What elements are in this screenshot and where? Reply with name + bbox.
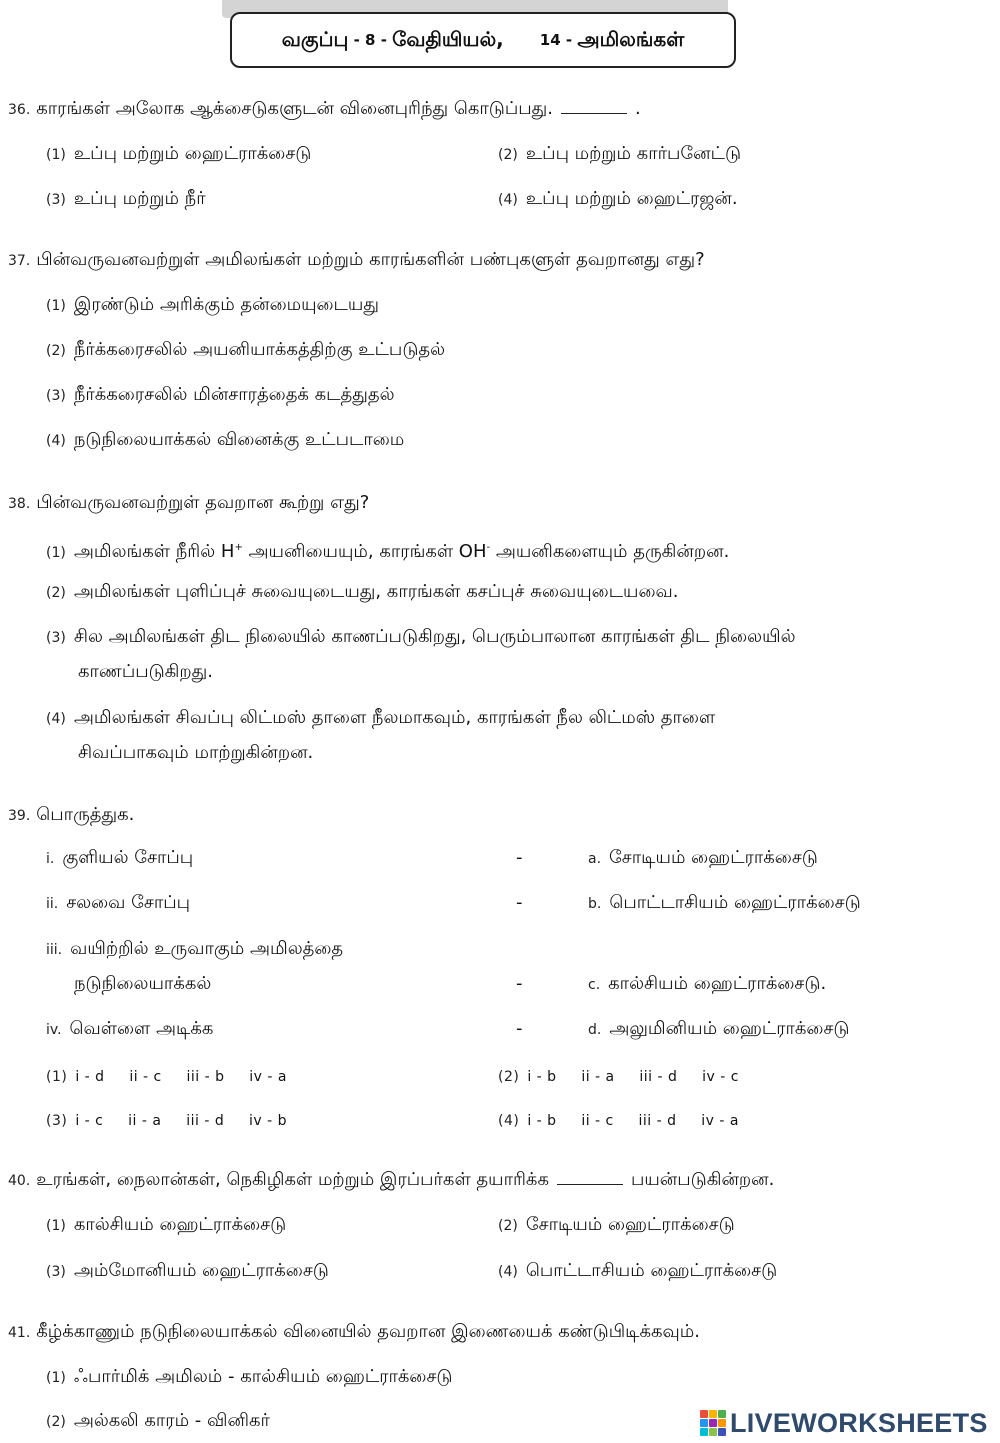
dash: - xyxy=(516,1018,523,1039)
option[interactable] xyxy=(46,294,379,317)
option-number: (1) xyxy=(46,545,66,561)
option[interactable] xyxy=(46,1260,329,1283)
option-continued xyxy=(78,742,313,764)
option-text: கால்சியம் ஹைட்ராக்சைடு xyxy=(73,1214,287,1235)
match-dash xyxy=(516,973,523,995)
liveworksheets-logo-icon xyxy=(700,1410,726,1436)
option-text: i - d ii - c iii - b iv - a xyxy=(75,1069,287,1085)
option-number: (4) xyxy=(498,1264,518,1280)
item-text: கால்சியம் ஹைட்ராக்சைடு. xyxy=(608,973,827,994)
option-text: சில அமிலங்கள் திட நிலையில் காணப்படுகிறது, பெரும்பாலான காரங்கள் திட நிலையில் xyxy=(73,626,796,647)
item-text: பொட்டாசியம் ஹைட்ராக்சைடு xyxy=(609,892,861,913)
answer-blank[interactable] xyxy=(561,99,627,114)
match-right-item xyxy=(588,892,861,915)
match-left-item xyxy=(46,1018,213,1041)
watermark-text: LIVEWORKSHEETS xyxy=(730,1407,988,1438)
option[interactable] xyxy=(498,1066,739,1088)
option-text: உப்பு மற்றும் கார்பனேட்டு xyxy=(525,143,742,164)
dash: - xyxy=(516,847,523,868)
question-text: உரங்கள், நைலான்கள், நெகிழிகள் மற்றும் இரப்பர்கள் தயாரிக்க xyxy=(36,1169,549,1190)
option[interactable] xyxy=(498,1110,739,1132)
option-number: (4) xyxy=(46,711,66,727)
option-text: உப்பு மற்றும் ஹைட்ரஜன். xyxy=(525,188,738,209)
period: . xyxy=(634,98,641,119)
question-number: 39. xyxy=(8,808,31,824)
option[interactable] xyxy=(498,143,741,166)
dash: - xyxy=(516,973,523,994)
logo-square xyxy=(718,1410,726,1418)
option[interactable] xyxy=(46,626,796,649)
dash: - xyxy=(565,31,573,49)
grade-number: 8 xyxy=(365,31,376,49)
option-text: அமிலங்கள் சிவப்பு லிட்மஸ் தாளை நீலமாகவும், காரங்கள் நீல லிட்மஸ் தாளை xyxy=(73,707,716,728)
option-text: நீர்க்கரைசலில் அயனியாக்கத்திற்கு உட்படுதல் xyxy=(73,339,446,360)
question-text: பயன்படுகின்றன. xyxy=(630,1169,775,1190)
option-text: நீர்க்கரைசலில் மின்சாரத்தைக் கடத்துதல் xyxy=(73,384,395,405)
item-text: வயிற்றில் உருவாகும் அமிலத்தை xyxy=(70,938,344,959)
logo-square xyxy=(700,1419,708,1427)
option-text: i - b ii - a iii - d iv - c xyxy=(527,1069,739,1085)
item-number: b. xyxy=(588,896,602,912)
option-number: (3) xyxy=(46,388,66,404)
option-text: அமிலங்கள் நீரில் H xyxy=(73,541,235,562)
option-number: (2) xyxy=(46,585,66,601)
match-left-item xyxy=(46,847,193,870)
item-number: iv. xyxy=(46,1022,62,1038)
option-text: பொட்டாசியம் ஹைட்ராக்சைடு xyxy=(525,1260,778,1281)
option[interactable] xyxy=(46,581,678,604)
dash: - xyxy=(516,892,523,913)
option[interactable] xyxy=(498,1214,735,1237)
dash: - xyxy=(353,31,360,49)
unit-number: 14 xyxy=(539,31,561,49)
question-36 xyxy=(8,98,641,121)
option[interactable] xyxy=(46,707,715,730)
option-number: (4) xyxy=(498,192,518,208)
question-41 xyxy=(8,1321,700,1344)
match-right-item xyxy=(588,973,826,996)
logo-square xyxy=(700,1410,708,1418)
logo-square xyxy=(718,1428,726,1436)
option-text: அமிலங்கள் புளிப்புச் சுவையுடையது, காரங்கள் கசப்புச் சுவையுடையவை. xyxy=(73,581,679,602)
logo-square xyxy=(709,1410,717,1418)
option-number: (3) xyxy=(46,1113,68,1129)
item-number: d. xyxy=(588,1022,602,1038)
item-number: i. xyxy=(46,851,55,867)
item-text: அலுமினியம் ஹைட்ராக்சைடு xyxy=(609,1018,850,1039)
option[interactable] xyxy=(498,1260,777,1283)
option[interactable] xyxy=(46,384,395,407)
item-number: iii. xyxy=(46,942,63,958)
option-number: (3) xyxy=(46,1264,66,1280)
match-dash xyxy=(516,892,523,914)
item-number: a. xyxy=(588,851,602,867)
superscript: - xyxy=(486,542,491,553)
option-number: (1) xyxy=(46,1370,66,1386)
match-left-item-continued xyxy=(74,973,211,995)
item-text: நடுநிலையாக்கல் xyxy=(74,973,212,994)
logo-square xyxy=(718,1419,726,1427)
option-text: அயனியையும், காரங்கள் OH xyxy=(242,541,487,562)
question-39 xyxy=(8,804,134,827)
item-number: ii. xyxy=(46,896,59,912)
option-text: ஃபார்மிக் அமிலம் - கால்சியம் ஹைட்ராக்சைடு xyxy=(73,1366,453,1387)
option-number: (2) xyxy=(498,147,518,163)
option-number: (1) xyxy=(46,298,66,314)
option[interactable] xyxy=(46,1366,453,1389)
item-number: c. xyxy=(588,977,601,993)
question-text: பொருத்துக. xyxy=(36,804,135,825)
option-number: (4) xyxy=(498,1113,520,1129)
grade-label: வகுப்பு xyxy=(281,26,349,51)
question-number: 40. xyxy=(8,1173,31,1189)
option-text: அயனிகளையும் தருகின்றன. xyxy=(490,541,730,562)
option-text: அம்மோனியம் ஹைட்ராக்சைடு xyxy=(73,1260,329,1281)
option[interactable] xyxy=(46,188,206,211)
match-dash xyxy=(516,847,523,869)
option-text: நடுநிலையாக்கல் வினைக்கு உட்படாமை xyxy=(73,429,405,450)
option-number: (1) xyxy=(46,1218,66,1234)
superscript: + xyxy=(234,542,243,553)
option[interactable] xyxy=(46,1110,287,1132)
item-text: சோடியம் ஹைட்ராக்சைடு xyxy=(609,847,818,868)
dash: - xyxy=(380,31,387,49)
option-number: (1) xyxy=(46,1069,68,1085)
match-right-item xyxy=(588,1018,850,1041)
question-text: பின்வருவனவற்றுள் அமிலங்கள் மற்றும் காரங்களின் பண்புகளுள் தவறானது எது? xyxy=(36,249,705,270)
question-text: பின்வருவனவற்றுள் தவறான கூற்று எது? xyxy=(36,492,370,513)
question-number: 41. xyxy=(8,1325,31,1341)
match-left-item xyxy=(46,892,190,915)
question-number: 37. xyxy=(8,253,31,269)
item-text: சலவை சோப்பு xyxy=(66,892,191,913)
option-text: சிவப்பாகவும் மாற்றுகின்றன. xyxy=(78,742,314,763)
question-text: காரங்கள் அலோக ஆக்சைடுகளுடன் வினைபுரிந்து கொடுப்பது. xyxy=(36,98,553,119)
page-title xyxy=(230,12,736,68)
option-number: (2) xyxy=(498,1069,520,1085)
option-text: இரண்டும் அரிக்கும் தன்மையுடையது xyxy=(73,294,379,315)
option-text: i - b ii - c iii - d iv - a xyxy=(527,1113,739,1129)
question-38 xyxy=(8,492,369,515)
option-number: (4) xyxy=(46,433,66,449)
item-text: வெள்ளை அடிக்க xyxy=(69,1018,214,1039)
option-continued xyxy=(78,661,213,683)
match-right-item xyxy=(588,847,818,870)
unit-label: அமிலங்கள் xyxy=(577,26,685,51)
option[interactable] xyxy=(46,1066,287,1088)
question-text: கீழ்க்காணும் நடுநிலையாக்கல் வினையில் தவறான இணையைக் கண்டுபிடிக்கவும். xyxy=(36,1321,700,1342)
option-text: சோடியம் ஹைட்ராக்சைடு xyxy=(525,1214,735,1235)
option-text: உப்பு மற்றும் நீர் xyxy=(73,188,206,209)
option[interactable] xyxy=(498,188,738,211)
question-40 xyxy=(8,1169,774,1192)
question-number: 36. xyxy=(8,102,31,118)
question-number: 38. xyxy=(8,496,31,512)
option-text: காணப்படுகிறது. xyxy=(78,661,214,682)
match-dash xyxy=(516,1018,523,1040)
item-text: குளியல் சோப்பு xyxy=(62,847,194,868)
option-number: (3) xyxy=(46,192,66,208)
option-text: உப்பு மற்றும் ஹைட்ராக்சைடு xyxy=(73,143,312,164)
option-text: i - c ii - a iii - d iv - b xyxy=(75,1113,287,1129)
option[interactable] xyxy=(46,339,445,362)
question-37 xyxy=(8,249,705,272)
option-number: (1) xyxy=(46,147,66,163)
liveworksheets-watermark xyxy=(700,1408,988,1438)
option[interactable] xyxy=(46,429,404,452)
option-number: (2) xyxy=(498,1218,518,1234)
match-left-item xyxy=(46,938,343,961)
option[interactable] xyxy=(46,537,729,564)
option[interactable] xyxy=(46,1410,270,1433)
option-number: (2) xyxy=(46,343,66,359)
subject-label: வேதியியல், xyxy=(392,26,504,51)
option[interactable] xyxy=(46,1214,286,1237)
logo-square xyxy=(709,1428,717,1436)
option-number: (2) xyxy=(46,1414,66,1430)
logo-square xyxy=(709,1419,717,1427)
option-text: அல்கலி காரம் - வினிகர் xyxy=(73,1410,270,1431)
answer-blank[interactable] xyxy=(557,1170,623,1185)
option-number: (3) xyxy=(46,630,66,646)
option[interactable] xyxy=(46,143,311,166)
logo-square xyxy=(700,1428,708,1436)
